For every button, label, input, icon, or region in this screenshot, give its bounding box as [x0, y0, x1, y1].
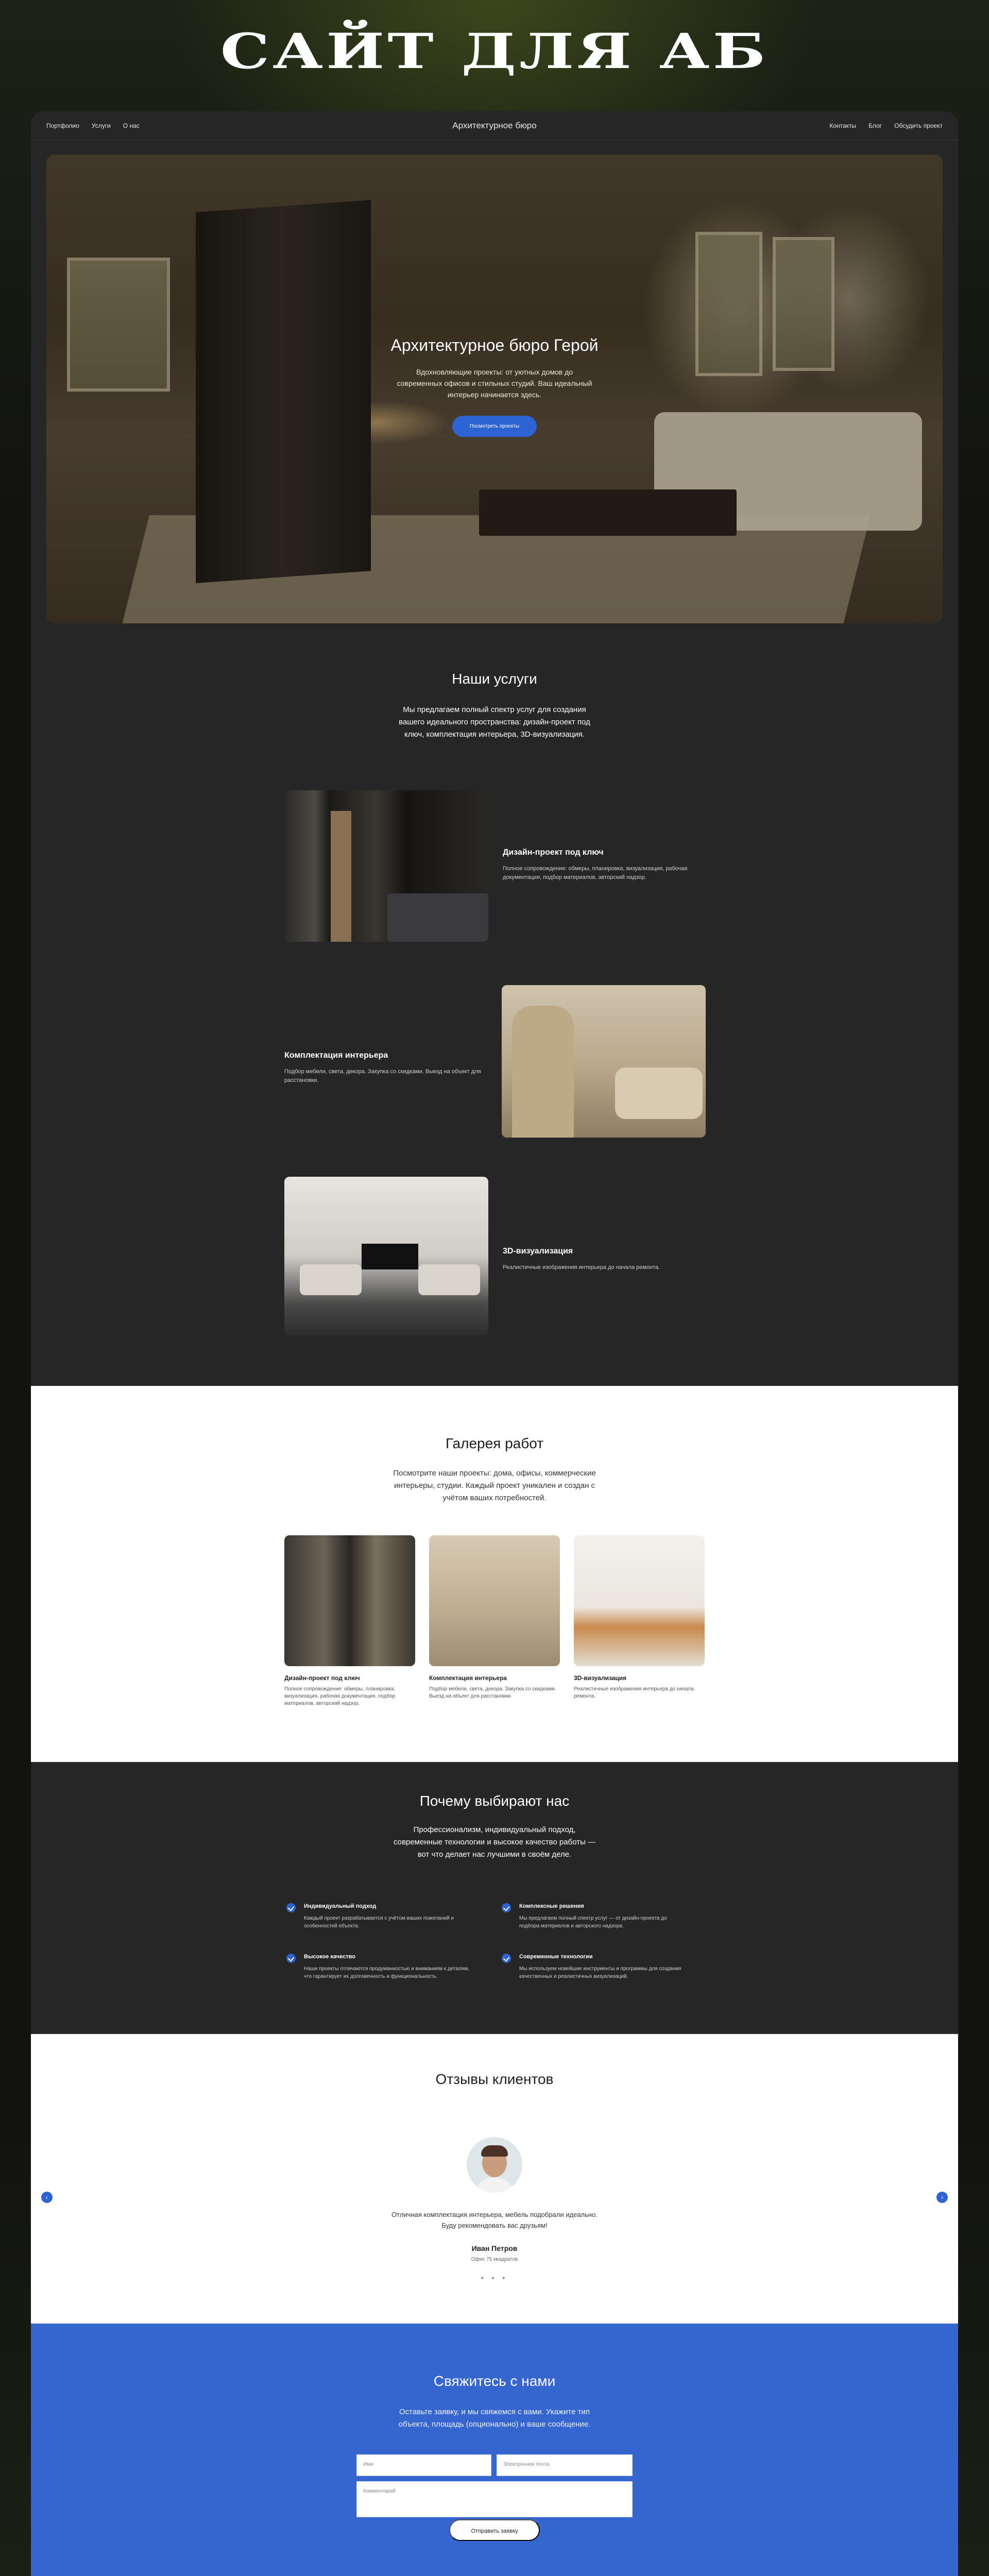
review-quote: Отличная комплектация интерьера, мебель подобрали идеально. Буду рекомендовать вас друзьям! [391, 2211, 598, 2229]
check-icon [502, 1954, 511, 1963]
service-design-title: Дизайн-проект под ключ [503, 848, 604, 857]
gallery-card-text: Реалистичные изображения интерьера до начала ремонта. [574, 1686, 694, 1699]
top-nav [31, 111, 958, 140]
feature-item [502, 1903, 687, 1930]
feature-item [286, 1903, 472, 1930]
comment-field[interactable]: Комментарий [356, 2481, 633, 2517]
services-subtitle: Мы предлагаем полный спектр услуг для создания вашего идеального пространства: дизайн-проект под ключ, комплектация интерьера, 3D-визуализация. [399, 705, 590, 739]
nav-link-portfolio[interactable]: Портфолио [46, 122, 79, 129]
reviewer-avatar [467, 2137, 522, 2193]
service-3d-title: 3D-визуализация [503, 1247, 573, 1256]
gallery-card-image [574, 1535, 705, 1666]
services-section [31, 626, 958, 1386]
check-icon [286, 1903, 296, 1912]
brand-title[interactable]: Архитектурное бюро [452, 120, 537, 130]
service-design [503, 848, 709, 882]
why-us-section [31, 1762, 958, 2034]
prev-review-button[interactable] [41, 2192, 53, 2203]
gallery-card[interactable] [284, 1535, 415, 1707]
next-review-button[interactable] [936, 2192, 948, 2203]
nav-left [46, 122, 140, 129]
contact-section [31, 2324, 958, 2576]
gallery-card-text: Подбор мебели, света, декора. Закупка со скидками. Выезд на объект для расстановки. [429, 1686, 556, 1699]
feature-title: Комплексные решения [519, 1903, 584, 1909]
feature-item [502, 1954, 687, 1980]
services-title: Наши услуги [452, 671, 537, 687]
gallery-card-title: Дизайн-проект под ключ [284, 1674, 360, 1682]
nav-right [829, 122, 943, 129]
view-projects-button[interactable]: Посмотреть проекты [452, 416, 537, 437]
website-mockup [31, 111, 958, 2576]
reviewer-role: Офис 75 квадратов [471, 2257, 518, 2262]
gallery-card-title: 3D-визуализация [574, 1674, 627, 1682]
service-furnishing-text: Подбор мебели, света, декора. Закупка со скидками. Выезд на объект для расстановки. [284, 1069, 481, 1083]
service-image-furnishing [502, 985, 706, 1138]
nav-link-discuss-project[interactable]: Обсудить проект [894, 122, 943, 129]
carousel-dots[interactable]: • • • [481, 2274, 508, 2282]
gallery-card[interactable] [574, 1535, 705, 1700]
feature-item [286, 1954, 472, 1980]
service-3d-text: Реалистичные изображения интерьера до начала ремонта. [503, 1264, 660, 1270]
nav-link-blog[interactable]: Блог [868, 122, 882, 129]
check-icon [286, 1954, 296, 1963]
service-furnishing [284, 1051, 490, 1085]
contact-subtitle: Оставьте заявку, и мы свяжемся с вами. Укажите тип объекта, площадь (опционально) и ваше сообщение. [398, 2408, 591, 2429]
feature-text: Наши проекты отличаются продуманностью и вниманием к деталям, что гарантирует их долговечность и функциональность. [304, 1966, 469, 1979]
name-field[interactable]: Имя [356, 2454, 491, 2476]
gallery-card-text: Полное сопровождение: обмеры, планировка, визуализация, рабочая документация, подбор материалов, авторский надзор. [284, 1686, 396, 1706]
email-field[interactable]: Электронная почта [497, 2454, 633, 2476]
nav-link-contacts[interactable]: Контакты [829, 122, 857, 129]
gallery-card-image [429, 1535, 560, 1666]
feature-text: Каждый проект разрабатывается с учётом ваших пожеланий и особенностей объекта. [304, 1916, 454, 1929]
service-design-text: Полное сопровождение: обмеры, планировка, визуализация, рабочая документация, подбор материалов, авторский надзор. [503, 866, 688, 880]
reviews-section [31, 2034, 958, 2324]
chevron-right-icon: › [941, 2194, 943, 2201]
gallery-card-image [284, 1535, 415, 1666]
chevron-left-icon: ‹ [46, 2194, 48, 2201]
nav-link-services[interactable]: Услуги [91, 122, 111, 129]
why-us-title: Почему выбирают нас [419, 1793, 570, 1809]
submit-request-button[interactable]: Отправить заявку [449, 2519, 540, 2541]
feature-title: Современные технологии [519, 1954, 593, 1960]
why-us-subtitle: Профессионализм, индивидуальный подход, современные технологии и высокое качество работы — вот что делает нас лучшими в своём деле. [393, 1825, 596, 1859]
feature-title: Высокое качество [304, 1954, 355, 1960]
hero-section [46, 155, 943, 623]
check-icon [502, 1903, 511, 1912]
reviewer-name: Иван Петров [471, 2244, 518, 2252]
gallery-section [31, 1386, 958, 1762]
contact-title: Свяжитесь с нами [433, 2373, 556, 2389]
service-image-design [284, 790, 488, 942]
service-image-3d [284, 1177, 488, 1335]
nav-link-about[interactable]: О нас [123, 122, 140, 129]
gallery-title: Галерея работ [445, 1435, 544, 1451]
hero-content [46, 336, 943, 437]
service-3d [503, 1247, 709, 1272]
feature-text: Мы предлагаем полный спектр услуг — от дизайн-проекта до подбора материалов и авторского надзора. [519, 1916, 667, 1929]
gallery-card[interactable] [429, 1535, 560, 1700]
feature-title: Индивидуальный подход [304, 1903, 377, 1909]
reviews-title: Отзывы клиентов [435, 2071, 554, 2087]
hero-subtitle: Вдохновляющие проекты: от уютных домов до современных офисов и стильных студий. Ваш идеальный интерьер начинается здесь. [397, 368, 592, 399]
gallery-card-title: Комплектация интерьера [429, 1674, 507, 1682]
feature-text: Мы используем новейшие инструменты и программы для создания качественных и реалистичных визуализаций. [519, 1966, 681, 1979]
hero-title: Архитектурное бюро Герой [390, 336, 599, 354]
gallery-subtitle: Посмотрите наши проекты: дома, офисы, коммерческие интерьеры, студии. Каждый проект уникален и создан с учётом ваших потребностей. [393, 1469, 596, 1502]
service-furnishing-title: Комплектация интерьера [284, 1051, 388, 1060]
promo-title: САЙТ ДЛЯ АБ [220, 23, 769, 80]
